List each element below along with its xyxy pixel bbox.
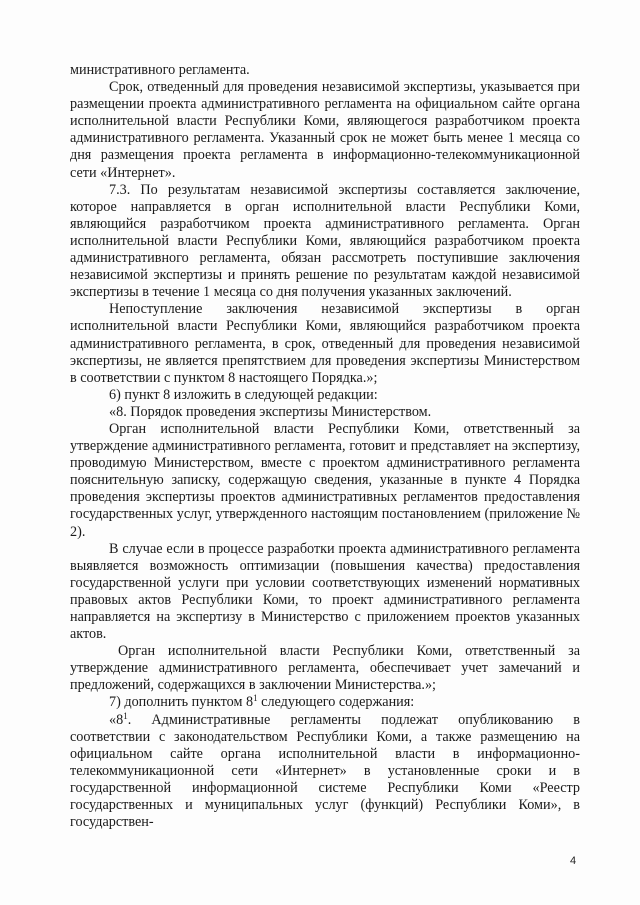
item-7-text-after: следующего содержания: [257,694,415,711]
paragraph-continuation: министративного регламента. [70,62,250,78]
section-8-1-text-after: . Административные регламенты подлежат опубликованию в соответствии с законодательством Республики Коми, а также размещению на официальном сайте органа исполнительной власти в информационно-телекоммуникационной сети «Интернет» в установленные сроки и в государственной информационной системе Республики Коми «Реестр государственных и муниципальных услуг (функций) Республики Коми», в государствен- [70,711,580,831]
paragraph-item-7 [70,694,580,711]
paragraph-section-8-heading: «8. Порядок проведения экспертизы Министерством. [109,403,432,420]
paragraph-expertise-term: Срок, отведенный для проведения независимой экспертизы, указывается при размещении проекта административного регламента на официальном сайте органа исполнительной власти Республики Коми, являющегося разработчиком проекта административного регламента. Указанный срок не может быть менее 1 месяца со дня размещения проекта регламента в информационно-телекоммуникационной сети «Интернет». [70,79,580,181]
item-7-superscript: 1 [253,693,258,704]
page-number: 4 [570,855,577,867]
paragraph-remarks: Орган исполнительной власти Республики Коми, ответственный за утверждение административного регламента, обеспечивает учет замечаний и предложений, содержащихся в заключении Министерства.»; [70,643,580,694]
paragraph-section-8-1 [70,712,580,832]
paragraph-7-3: 7.3. По результатам независимой экспертизы составляется заключение, которое направляется в орган исполнительной власти Республики Коми, являющийся разработчиком проекта административного регламента. Орган исполнительной власти Республики Коми, являющийся разработчиком проекта административного регламента, обязан рассмотреть поступившие заключения независимой экспертизы и принять решение по результатам каждой независимой экспертизы в течение 1 месяца со дня получения указанных заключений. [70,181,580,301]
paragraph-explanatory-note: Орган исполнительной власти Республики Коми, ответственный за утверждение административного регламента, готовит и представляет на экспертизу, проводимую Министерством, вместе с проектом административного регламента пояснительную записку, содержащую сведения, указанные в пункте 4 Порядка проведения экспертизы проектов административных регламентов предоставления государственных услуг, утвержденного настоящим постановлением (приложение № 2). [70,420,580,540]
item-7-text-before: 7) дополнить пунктом 8 [109,694,254,711]
section-8-1-superscript: 1 [123,710,128,721]
paragraph-non-receipt: Непоступление заключения независимой экспертизы в орган исполнительной власти Республики Коми, являющийся разработчиком проекта административного регламента, в срок, отведенный для проведения независимой экспертизы, не является препятствием для проведения экспертизы Министерством в соответствии с пунктом 8 настоящего Порядка.»; [70,301,580,386]
paragraph-optimization: В случае если в процессе разработки проекта административного регламента выявляется возможность оптимизации (повышения качества) предоставления государственной услуги при условии соответствующих изменений нормативных правовых актов Республики Коми, то проект административного регламента направляется на экспертизу в Министерство с приложением проектов указанных актов. [70,540,580,643]
section-8-1-text-before: «8 [109,711,124,728]
document-body [70,62,580,831]
paragraph-item-6: 6) пункт 8 изложить в следующей редакции: [109,386,378,403]
